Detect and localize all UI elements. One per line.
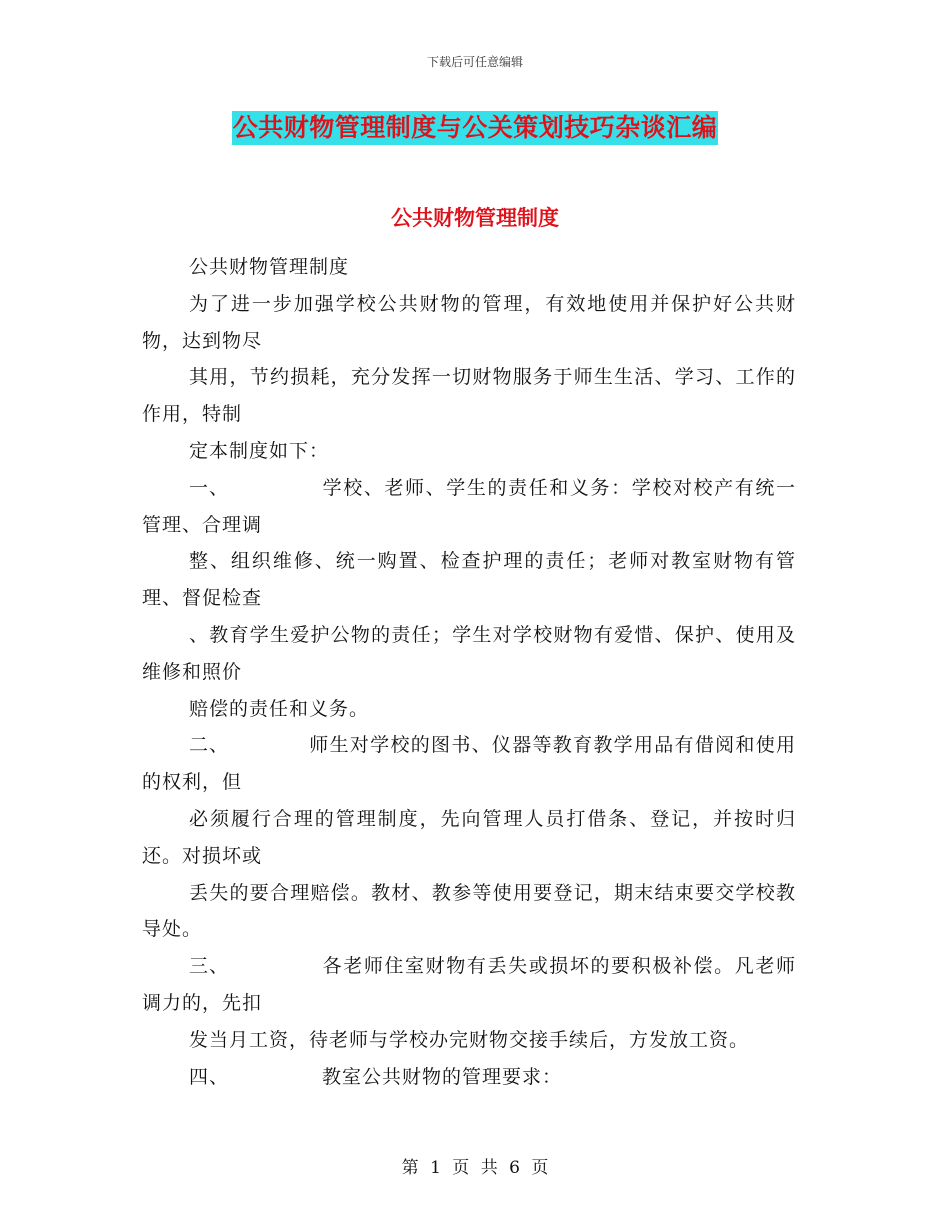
- paragraph: [142, 433, 796, 470]
- document-body: [142, 249, 796, 1095]
- paragraph-text: 公共财物管理制度: [189, 256, 350, 278]
- item-number: 二、: [189, 734, 230, 757]
- paragraph-text: 学校、老师、学生的责任和义务：学校对校产有统一管理、合理调: [142, 476, 796, 536]
- paragraph: [142, 1022, 796, 1059]
- page-footer: 第 1 页 共 6 页: [401, 1158, 549, 1178]
- paragraph-text: 、教育学生爱护公物的责任；学生对学校财物有爱惜、保护、使用及维修和照价: [142, 623, 796, 683]
- paragraph-text: 必须履行合理的管理制度，先向管理人员打借条、登记，并按时归还。对损坏或: [142, 807, 796, 867]
- paragraph-text: 定本制度如下：: [189, 439, 330, 462]
- numbered-paragraph: [142, 1059, 796, 1096]
- paragraph-text: 发当月工资，待老师与学校办完财物交接手续后，方发放工资。: [189, 1028, 750, 1051]
- numbered-paragraph: [142, 948, 796, 1022]
- section-title: 公共财物管理制度: [391, 206, 559, 230]
- paragraph: [142, 286, 796, 360]
- main-title: 公共财物管理制度与公关策划技巧杂谈汇编: [232, 111, 719, 145]
- main-title-wrapper: [0, 111, 950, 145]
- numbered-paragraph: [142, 470, 796, 544]
- header-note: 下载后可任意编辑: [426, 55, 523, 69]
- item-number: 四、: [189, 1065, 230, 1088]
- numbered-paragraph: [142, 727, 796, 801]
- item-number: 三、: [189, 955, 230, 978]
- paragraph: [142, 617, 796, 691]
- paragraph-text: 赔偿的责任和义务。: [189, 697, 370, 720]
- item-number: 一、: [189, 476, 230, 499]
- paragraph-text: 各老师住室财物有丢失或损坏的要积极补偿。凡老师调力的，先扣: [142, 955, 796, 1014]
- paragraph: [142, 359, 796, 433]
- paragraph: [142, 801, 796, 875]
- paragraph-text: 整、组织维修、统一购置、检查护理的责任；老师对教室财物有管理、督促检查: [142, 550, 796, 610]
- paragraph: [142, 875, 796, 949]
- paragraph: [142, 543, 796, 617]
- paragraph: [142, 691, 796, 728]
- paragraph-text: 师生对学校的图书、仪器等教育教学用品有借阅和使用的权利，但: [142, 734, 796, 794]
- paragraph-text: 教室公共财物的管理要求：: [322, 1065, 563, 1088]
- paragraph-text: 丢失的要合理赔偿。教材、教参等使用要登记，期末结束要交学校教导处。: [142, 881, 796, 941]
- paragraph-text: 其用，节约损耗，充分发挥一切财物服务于师生生活、学习、工作的作用，特制: [142, 366, 796, 426]
- paragraph: [142, 249, 796, 286]
- paragraph-text: 为了进一步加强学校公共财物的管理，有效地使用并保护好公共财物，达到物尽: [142, 292, 796, 352]
